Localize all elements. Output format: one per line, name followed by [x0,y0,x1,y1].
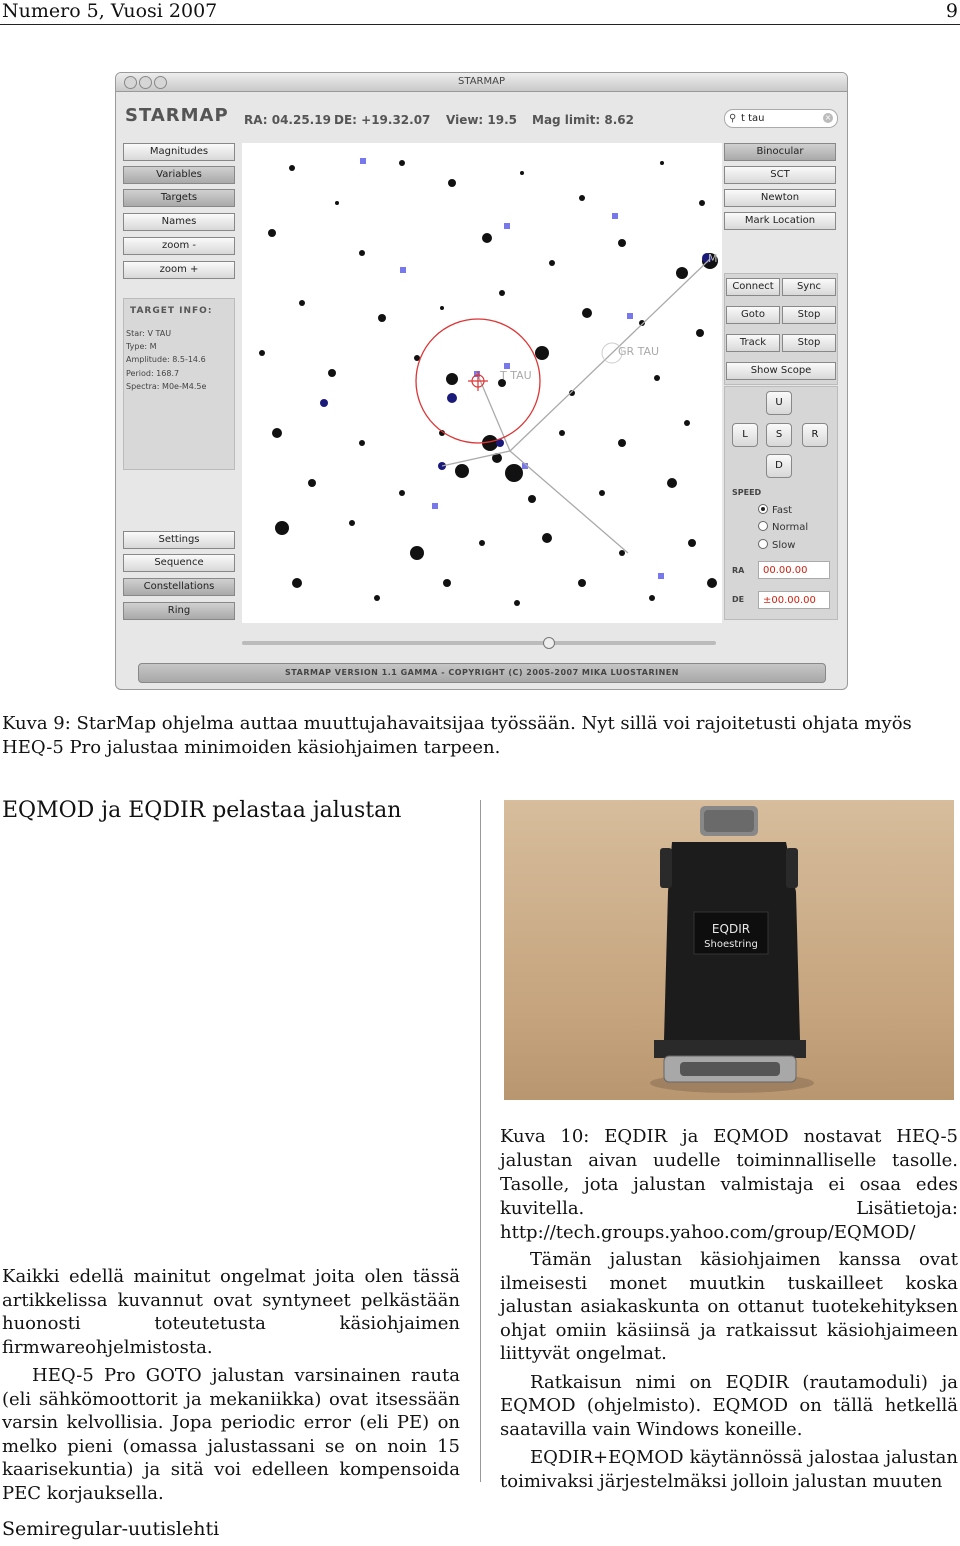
stars [259,160,722,623]
speed-slow-radio[interactable] [758,539,795,551]
show-scope-button[interactable]: Show Scope [726,362,836,380]
stop-track-button[interactable]: Stop [782,334,836,352]
view-readout: View: 19.5 [446,113,517,127]
clear-search-icon[interactable]: × [824,113,832,122]
window-title: STARMAP [458,76,505,87]
publication-footer: Semiregular-uutislehti [2,1518,220,1540]
de-field-label: DE [732,595,745,604]
minimize-window-button[interactable] [139,76,152,89]
gr-tau-label: GR TAU [618,345,660,358]
slew-down-button[interactable]: D [766,454,792,478]
eqdir-photo [504,800,954,1100]
target-star: Star: V TAU [126,329,172,338]
column-divider [480,800,481,1482]
paragraph: Ratkaisun nimi on EQDIR (rautamoduli) ja EQMOD (ohjelmisto). EQMOD on tällä hetkellä saatavilla vain Windows koneille. [500,1371,958,1440]
constellations-button[interactable]: Constellations [123,578,235,596]
star-map[interactable] [242,143,722,623]
track-button[interactable]: Track [726,334,780,352]
page-header [0,0,960,25]
eqdir-adapter-image [504,800,954,1100]
ring-button[interactable]: Ring [123,602,235,620]
paragraph: HEQ-5 Pro GOTO jalustan varsinainen rauta (eli sähkömoottorit ja mekaniikka) ovat itsessään varsin kelvollisia. Jopa periodic error (eli PE) on melko pieni (omassa jalustassani se on noin 15 kaarisekuntia) ja sitä voi edelleen kompensoida PEC korjauksella. [2,1365,460,1504]
speed-label: SPEED [732,488,762,497]
target-period: Period: 168.7 [126,369,180,378]
search-input[interactable] [724,109,838,128]
ra-field[interactable]: 00.00.00 [758,561,830,579]
page-number: 9 [945,0,958,22]
left-column-text [2,1265,460,1505]
magnitudes-button[interactable]: Magnitudes [123,143,235,161]
eqdir-label-line2: Shoestring [704,939,758,950]
connect-button[interactable]: Connect [726,278,780,296]
ra-readout: RA: 04.25.19 [244,113,331,127]
speed-slow-label: Slow [772,540,796,551]
slew-right-button[interactable]: R [802,423,828,447]
pointer-lines [442,259,710,553]
crosshair-icon [468,371,488,391]
slew-stop-button[interactable]: S [766,423,792,447]
sync-button[interactable]: Sync [782,278,836,296]
search-value: t tau [741,113,765,124]
speed-normal-label: Normal [772,522,809,533]
right-column-text [500,1248,958,1493]
slew-panel [724,386,838,620]
mark-location-button[interactable]: Mark Location [724,212,836,230]
target-amplitude: Amplitude: 8.5-14.6 [126,355,206,364]
starmap-window [115,72,848,690]
newton-button[interactable]: Newton [724,189,836,207]
target-type: Type: M [126,342,157,351]
app-logo: STARMAP [125,105,229,126]
slew-left-button[interactable]: L [732,423,758,447]
section-title: EQMOD ja EQDIR pelastaa jalustan [2,798,402,823]
close-window-button[interactable] [124,76,137,89]
window-titlebar [116,73,847,92]
zoom-out-button[interactable]: zoom - [123,237,235,255]
settings-button[interactable]: Settings [123,531,235,549]
sequence-button[interactable]: Sequence [123,554,235,572]
t-tau-label: T TAU [500,369,532,382]
m-label: M [708,252,718,265]
stop-goto-button[interactable]: Stop [782,306,836,324]
speed-normal-radio[interactable] [758,521,808,533]
speed-fast-label: Fast [772,505,793,516]
sct-button[interactable]: SCT [724,166,836,184]
goto-button[interactable]: Goto [726,306,780,324]
figure9-caption: Kuva 9: StarMap ohjelma auttaa muuttujahavaitsijaa työssään. Nyt sillä voi rajoitetusti ohjata myös HEQ-5 Pro jalustaa minimoiden käsiohjaimen tarpeen. [2,713,912,758]
binocular-button[interactable]: Binocular [724,143,836,161]
eqdir-label-line1: EQDIR [711,922,751,936]
variables-button[interactable]: Variables [123,166,235,184]
de-field[interactable]: ±00.00.00 [758,591,830,609]
names-button[interactable]: Names [123,213,235,231]
de-readout: DE: +19.32.07 [334,113,431,127]
paragraph: Tämän jalustan käsiohjaimen kanssa ovat ilmeisesti monet muutkin tuskailleet koska jalustan asiakaskunta on ottanut tuotekehityksen ohjat omiin käsiinsä ja ratkaissut käsiohjaimeen liittyvät ongelmat. [500,1249,958,1364]
star-field [242,143,722,623]
zoom-window-button[interactable] [154,76,167,89]
paragraph: Kaikki edellä mainitut ongelmat joita olen tässä artikkelissa kuvannut ovat syntyneet pelkästään huonosti toteutetusta käsiohjaimen firmwareohjelmistosta. [2,1266,460,1358]
variable-stars [320,253,712,470]
speed-fast-radio[interactable] [758,504,792,516]
target-info-heading: TARGET INFO: [130,306,213,316]
zoom-slider-track[interactable] [242,641,716,645]
paragraph: EQDIR+EQMOD käytännössä jalostaa jalustan toimivaksi järjestelmäksi jolloin jalustan muuten [500,1447,958,1492]
zoom-slider-handle[interactable] [543,637,555,649]
targets-button[interactable]: Targets [123,189,235,207]
issue-label: Numero 5, Vuosi 2007 [2,0,218,22]
slew-up-button[interactable]: U [766,391,792,415]
mag-limit-readout: Mag limit: 8.62 [532,113,634,127]
search-icon: ⚲ [729,113,737,124]
version-footer: STARMAP VERSION 1.1 GAMMA - COPYRIGHT (C) 2005-2007 MIKA LUOSTARINEN [138,663,826,683]
zoom-in-button[interactable]: zoom + [123,261,235,279]
target-spectra: Spectra: M0e-M4.5e [126,382,207,391]
ra-field-label: RA [732,566,745,575]
figure10-caption: Kuva 10: EQDIR ja EQMOD nostavat HEQ-5 jalustan aivan uudelle toiminnalliselle tasolle. Tasolle, jota jalustan valmistaja ei osaa edes kuvitella. Lisätietoja: http://tech.groups.yahoo.com/group/EQMOD/ [500,1126,958,1243]
